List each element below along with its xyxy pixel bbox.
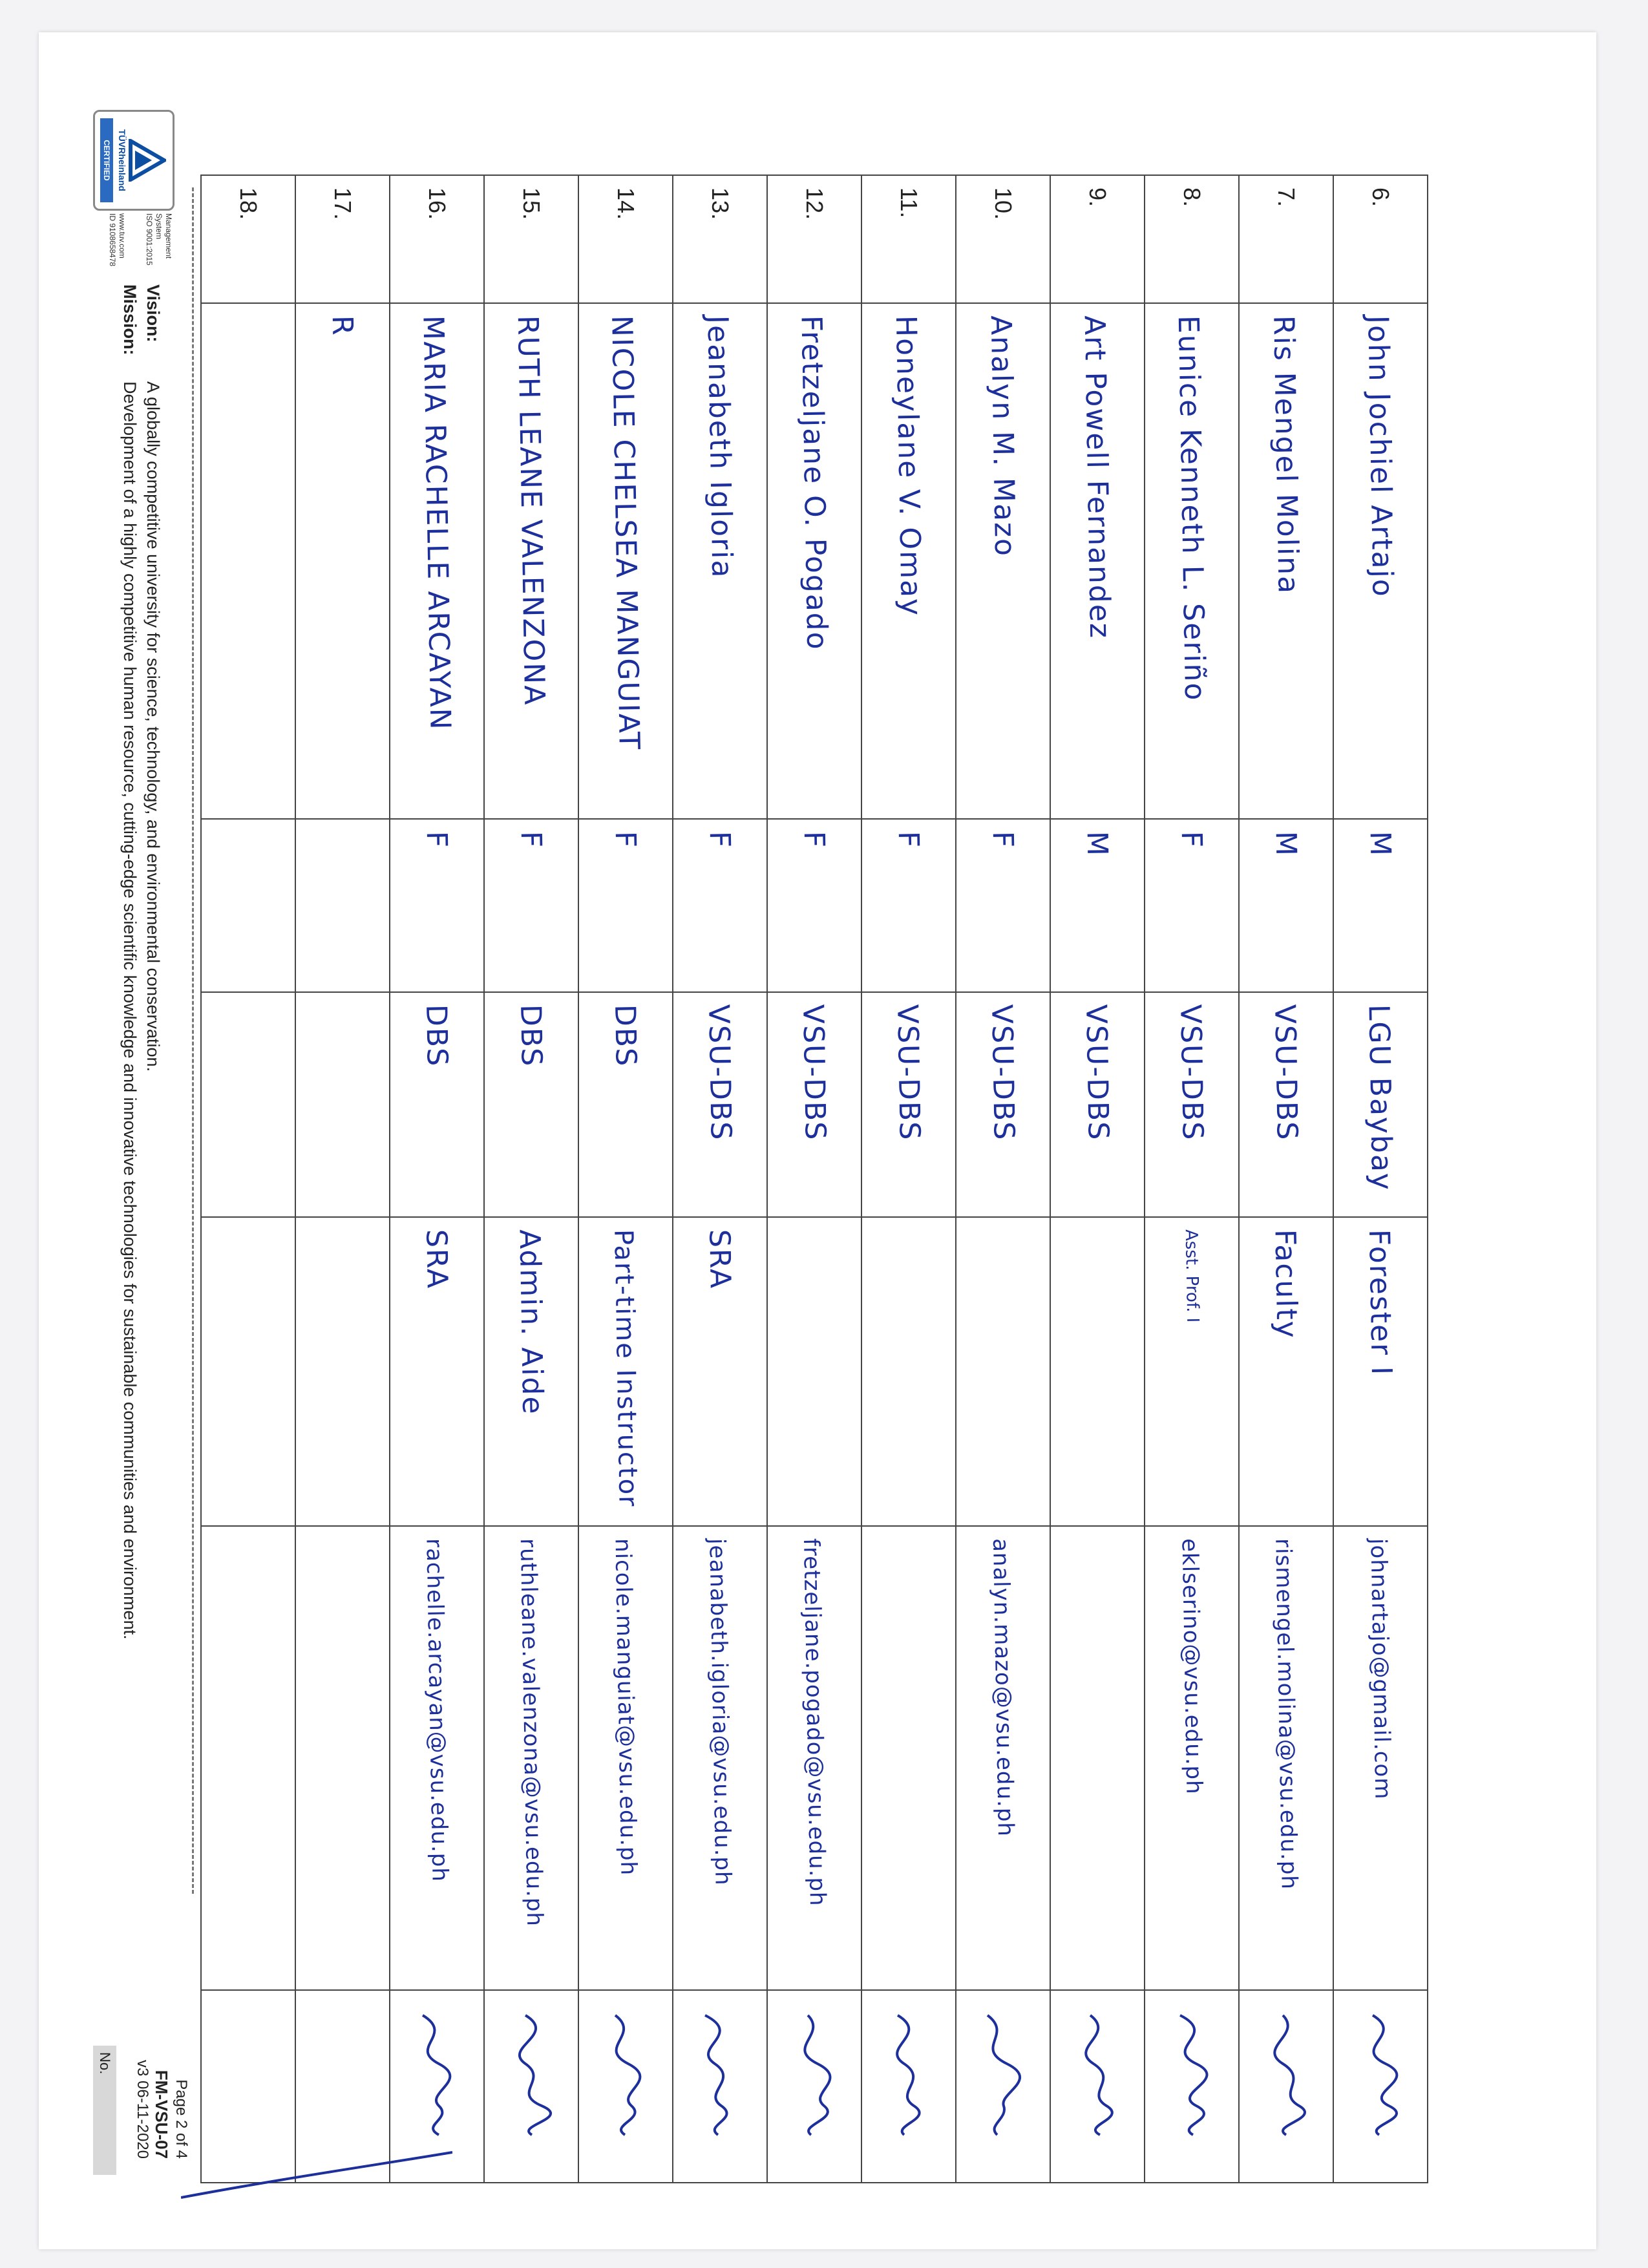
handwritten-signature [1062,2002,1133,2145]
participant-position: SRA [703,1229,737,1290]
participant-office-cell [578,992,673,1217]
row-number: 8. [1179,187,1205,207]
table-row [767,175,861,2183]
participant-email: eklserino@vsu.edu.ph [1176,1538,1207,1795]
participant-email: nicole.manguiat@vsu.edu.ph [609,1538,642,1876]
row-number-cell [1050,175,1145,303]
row-number: 12. [801,187,828,220]
form-code: FM-VSU-07 [152,2070,171,2159]
participant-position-cell [1050,1217,1145,1526]
table-row [861,175,956,2183]
participant-email: jeanabeth.igloria@vsu.edu.ph [704,1538,736,1886]
participant-email: johnartajo@gmail.com [1365,1538,1396,1800]
participant-name-cell [1050,303,1145,819]
cert-system-text [144,213,173,266]
participant-office: VSU-DBS [985,1004,1021,1141]
handwritten-signature [779,2002,850,2145]
participant-position-cell [956,1217,1050,1526]
tuv-triangle-icon [129,139,166,182]
table-row [673,175,767,2183]
participant-email-cell [295,1526,390,1990]
footer-divider [192,187,194,1894]
row-number-cell [295,175,390,303]
participant-position: Admin. Aide [512,1229,550,1415]
table-row [390,175,484,2183]
participant-name: R [326,315,359,337]
row-number-cell [956,175,1050,303]
row-number: 11. [896,187,922,218]
participant-position-cell [1239,1217,1333,1526]
participant-office: VSU-DBS [1268,1004,1304,1141]
participant-office-cell [201,992,295,1217]
participant-email-cell [201,1526,295,1990]
participant-position-cell [201,1217,295,1526]
participant-sex-cell [956,819,1050,992]
participant-sex-cell [201,819,295,992]
participant-email-cell [673,1526,767,1990]
participant-email: rismengel.molina@vsu.edu.ph [1270,1538,1302,1891]
participant-position-cell [484,1217,578,1526]
cert-id-text [107,213,127,266]
participant-sex-cell [1239,819,1333,992]
participant-sex: F [420,831,454,849]
participant-email-cell [861,1526,956,1990]
participant-email-cell [484,1526,578,1990]
row-number-cell [1333,175,1428,303]
participant-position: Part-time Instructor [608,1229,643,1508]
row-number: 13. [707,187,734,220]
participant-signature-cell [484,1990,578,2183]
participant-name-cell [578,303,673,819]
participant-office: VSU-DBS [1174,1004,1210,1141]
participant-signature-cell [1145,1990,1239,2183]
page-number: Page 2 of 4 [173,2079,190,2159]
participant-signature-cell [1239,1990,1333,2183]
participant-office-cell [1239,992,1333,1217]
participant-office-cell [861,992,956,1217]
row-number-cell [861,175,956,303]
handwritten-signature [873,2002,944,2145]
form-info [132,2004,191,2159]
row-number: 14. [613,187,639,220]
row-number-cell [1239,175,1333,303]
participant-office: VSU-DBS [702,1004,738,1141]
handwritten-signature [967,2002,1039,2145]
participant-office: LGU Baybay [1362,1004,1399,1192]
participant-signature-cell [578,1990,673,2183]
participant-name: Honeylane V. Omay [889,315,928,617]
participant-position-cell [1333,1217,1428,1526]
tuv-badge [93,110,174,211]
participant-office-cell [1145,992,1239,1217]
participant-signature-cell [861,1990,956,2183]
participant-office: VSU-DBS [1079,1004,1115,1141]
participant-signature-cell [956,1990,1050,2183]
participant-office-cell [767,992,861,1217]
table-row [1050,175,1145,2183]
handwritten-signature [1345,2002,1416,2145]
participant-email-cell [767,1526,861,1990]
signature-stroke-extension [181,2146,452,2210]
table-row [956,175,1050,2183]
participant-position: SRA [419,1229,454,1290]
participant-position-cell [578,1217,673,1526]
participant-sex-cell [861,819,956,992]
participant-signature-cell [1333,1990,1428,2183]
participant-email-cell [1145,1526,1239,1990]
participant-position-cell [295,1217,390,1526]
participant-office-cell [1050,992,1145,1217]
participant-office-cell [673,992,767,1217]
participant-name: NICOLE CHELSEA MANGUIAT [605,315,646,751]
participant-email-cell [1239,1526,1333,1990]
participant-position: Asst. Prof. I [1181,1229,1203,1323]
participant-sex-cell [767,819,861,992]
participant-office: VSU-DBS [796,1004,832,1141]
participant-sex: F [798,831,831,849]
table-row [1145,175,1239,2183]
row-number-cell [673,175,767,303]
table-row [578,175,673,2183]
table-row [1333,175,1428,2183]
cert-line: System [154,213,164,240]
participant-sex: F [892,831,925,849]
participant-sex: M [1364,831,1397,858]
participant-email: analyn.mazo@vsu.edu.ph [987,1538,1019,1838]
participant-name: Analyn M. Mazo [984,315,1022,558]
row-number-cell [484,175,578,303]
handwritten-signature [1251,2002,1322,2145]
participant-sex: F [986,831,1020,849]
participant-sex-cell [578,819,673,992]
participant-position-cell [861,1217,956,1526]
row-number-cell [390,175,484,303]
certification-logo [97,110,174,271]
participant-sex-cell [673,819,767,992]
participant-email-cell [390,1526,484,1990]
table-row [1239,175,1333,2183]
participant-position: Forester I [1362,1229,1399,1377]
table-row [295,175,390,2183]
participant-name: Eunice Kenneth L. Seriño [1172,315,1212,702]
participant-office: DBS [419,1004,454,1068]
row-number: 17. [330,187,356,220]
row-number: 9. [1084,187,1111,207]
participant-position-cell [390,1217,484,1526]
participant-position-cell [767,1217,861,1526]
row-number: 7. [1273,187,1300,207]
cert-line: ID 9108658478 [108,213,117,267]
cert-line: www.tuv.com [118,213,127,259]
participant-signature-cell [673,1990,767,2183]
participant-sex-cell [484,819,578,992]
participant-sex: M [1269,831,1303,858]
mission-text: Development of a highly competitive human resource, cutting-edge scientific knowledge and innovative technologies for sustainable communities and environment. [120,381,140,1640]
cert-line: ISO 9001:2015 [145,213,154,266]
participant-sex-cell [1333,819,1428,992]
attendance-sheet [78,52,1596,2210]
participant-office: VSU-DBS [891,1004,927,1141]
control-number-box: No. [93,2046,116,2175]
row-number: 6. [1368,187,1394,207]
participant-office-cell [390,992,484,1217]
attendance-table [200,175,1428,2183]
participant-name-cell [1239,303,1333,819]
participant-name-cell [484,303,578,819]
participant-position-cell [1145,1217,1239,1526]
row-number: 15. [518,187,545,220]
participant-email-cell [578,1526,673,1990]
participant-email-cell [1050,1526,1145,1990]
table-row [484,175,578,2183]
handwritten-signature [684,2002,755,2145]
participant-office-cell [484,992,578,1217]
vision-mission [118,284,165,1640]
participant-office-cell [1333,992,1428,1217]
row-number-cell [201,175,295,303]
tuv-brand: TÜVRheinland [117,129,127,191]
certified-stamp: CERTIFIED [100,118,113,202]
participant-name-cell [201,303,295,819]
row-number-cell [1145,175,1239,303]
participant-name: Jeanabeth Igloria [701,315,739,579]
participant-sex-cell [1145,819,1239,992]
participant-sex: F [514,831,548,849]
participant-sex-cell [295,819,390,992]
row-number: 10. [990,187,1017,220]
participant-name-cell [956,303,1050,819]
row-number: 16. [424,187,450,220]
participant-signature-cell [767,1990,861,2183]
participant-email: rachelle.arcayan@vsu.edu.ph [421,1538,453,1883]
participant-name-cell [767,303,861,819]
table-row [201,175,295,2183]
participant-office: DBS [514,1004,549,1068]
participant-sex: F [1175,831,1209,849]
participant-sex-cell [1050,819,1145,992]
participant-name: RUTH LEANE VALENZONA [511,315,551,706]
row-number-cell [578,175,673,303]
participant-sex: F [703,831,737,849]
handwritten-signature [496,2002,567,2145]
mission-label: Mission: [120,284,140,355]
vision-label: Vision: [143,284,163,343]
participant-name-cell [1333,303,1428,819]
participant-position-cell [673,1217,767,1526]
participant-name: Art Powell Fernandez [1078,315,1117,640]
participant-sex: M [1081,831,1114,858]
handwritten-signature [401,2002,472,2145]
participant-name: MARIA RACHELLE ARCAYAN [416,315,458,732]
vision-text: A globally competitive university for science, technology, and environmental conservation. [143,381,163,1072]
participant-name-cell [861,303,956,819]
participant-signature-cell [1050,1990,1145,2183]
participant-name-cell [390,303,484,819]
participant-name-cell [673,303,767,819]
handwritten-signature [590,2002,661,2145]
cert-line: Management [164,213,173,259]
participant-email: fretzeljane.pogado@vsu.edu.ph [798,1538,830,1907]
participant-name: John Jochiel Artajo [1361,315,1400,599]
form-version: v3 06-11-2020 [134,2060,151,2159]
participant-name: Fretzeljane O. Pogado [794,315,834,651]
participant-name-cell [295,303,390,819]
participant-office-cell [295,992,390,1217]
participant-sex: F [609,831,642,849]
participant-email-cell [1333,1526,1428,1990]
participant-office: DBS [608,1004,643,1068]
participant-position: Faculty [1269,1229,1304,1340]
participant-office-cell [956,992,1050,1217]
participant-sex-cell [390,819,484,992]
row-number: 18. [235,187,262,220]
participant-name: Ris Mengel Molina [1267,315,1305,595]
participant-email-cell [956,1526,1050,1990]
handwritten-signature [1156,2002,1227,2145]
row-number-cell [767,175,861,303]
participant-email: ruthleane.valenzona@vsu.edu.ph [514,1538,548,1927]
participant-name-cell [1145,303,1239,819]
